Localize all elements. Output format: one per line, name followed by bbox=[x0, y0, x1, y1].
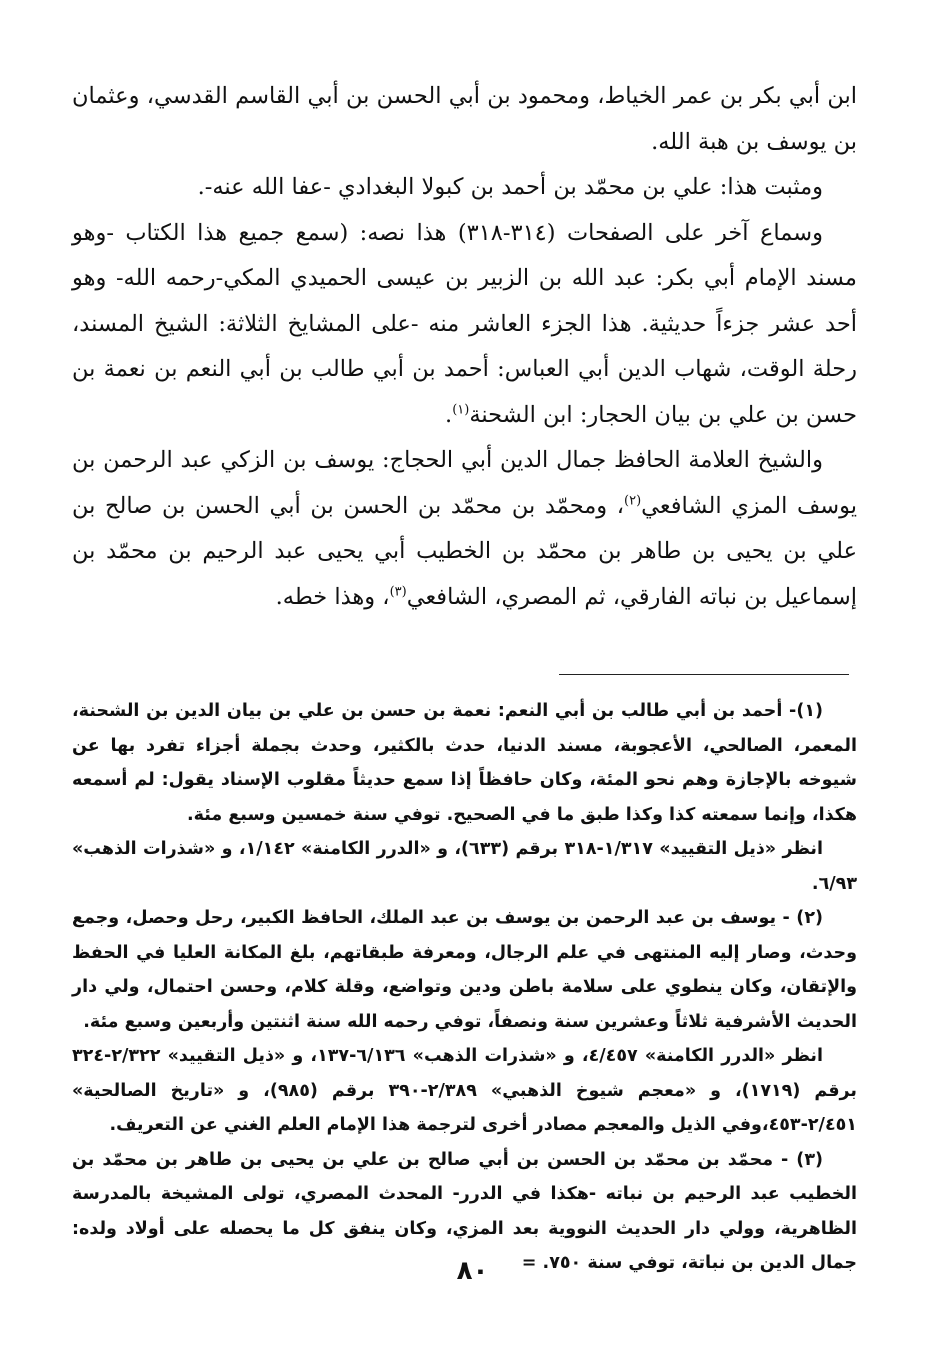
body-paragraph-4-part-a: والشيخ العلامة الحافظ جمال الدين أبي الحجاج: يوسف بن الزكي عبد الرحمن بن يوسف المزي الشافعي bbox=[72, 447, 857, 519]
footnote-2: (٢) - يوسف بن عبد الرحمن بن يوسف بن عبد الملك، الحافظ الكبير، رحل وحصل، وجمع وحدث، وصار إليه المنتهى في علم الرجال، ومعرفة طبقاتهم، بلغ المكانة العليا في الحفظ والإتقان، وكان ينطوي على سلامة باطن ودين وتواضع، وقلة كلام، وحسن احتمال، ولي دار الحديث الأشرفية ثلاثاً وعشرين سنة ونصفاً، توفي رحمه الله سنة اثنتين وأربعين وسبع مئة. bbox=[72, 908, 857, 1032]
body-paragraph-3 bbox=[72, 211, 857, 439]
footnote-ref-1: (١) bbox=[452, 402, 470, 417]
footnote-1: (١)- أحمد بن أبي طالب بن أبي النعم: نعمة بن حسن بن علي بن بيان الدين بن الشحنة، المعمر، الصالحي، الأعجوبة، مسند الدنيا، حدث بالكثير، وحدث بجملة أجزاء تفرد بها عن شيوخه بالإجازة وهم نحو المئة، وكان حافظاً إذا سمع حديثاً مقلوب الإسناد يقول: لم أسمعه هكذا، وإنما سمعته كذا وكذا طبق ما في الصحيح. توفي سنة خمسين وسبع مئة. bbox=[72, 701, 857, 825]
footnotes bbox=[72, 694, 857, 1281]
body-paragraph-4-part-b: ، ومحمّد بن محمّد بن الحسن بن أبي الحسن بن صالح بن علي بن يحيى بن طاهر بن محمّد بن الخطيب أبي يحيى عبد الرحيم بن محمّد بن إسماعيل بن نباته الفارقي، ثم المصري، الشافعي bbox=[72, 492, 857, 610]
body-paragraph-4-part-c: ، وهذا خطه. bbox=[275, 583, 390, 610]
body-paragraph-3-text: وسماع آخر على الصفحات (٣١٤-٣١٨) هذا نصه: (سمع جميع هذا الكتاب -وهو مسند الإمام أبي بكر: عبد الله بن الزبير بن عيسى الحميدي المكي-رحمه الله- وهو أحد عشر جزءاً حديثية. هذا الجزء العاشر منه -على المشايخ الثلاثة: الشيخ المسند، رحلة الوقت، شهاب الدين أبي العباس: أحمد بن أبي طالب بن أبي النعم بن نعمة بن حسن بن علي بن بيان الحجار: ابن الشحنة bbox=[72, 219, 857, 428]
page-number: ٨٠ bbox=[456, 1256, 489, 1286]
footnote-ref-3: (٣) bbox=[389, 584, 407, 599]
body-paragraph-1: ابن أبي بكر بن عمر الخياط، ومحمود بن أبي الحسن بن أبي القاسم القدسي، وعثمان بن يوسف بن هبة الله. bbox=[72, 83, 857, 155]
footnote-ref-2: (٢) bbox=[624, 493, 642, 508]
footnote-3: (٣) - محمّد بن محمّد بن الحسن بن أبي صالح بن علي بن يحيى بن طاهر بن محمّد بن الخطيب عبد الرحيم بن نباته -هكذا في الدرر- المحدث المصري، تولى المشيخة بالمدرسة الظاهرية، وولي دار الحديث النووية بعد المزي، وكان ينفق كل ما يحصله على أولاد ولده: جمال الدين بن نباتة، توفي سنة ٧٥٠. = bbox=[72, 1149, 857, 1273]
footnote-1-sources: انظر «ذيل التقييد» ١/٣١٧-٣١٨ برقم (٦٣٣)، و «الدرر الكامنة» ١/١٤٢، و «شذرات الذهب» ٦/٩٣. bbox=[72, 839, 857, 894]
body-paragraph-3-end: . bbox=[445, 401, 453, 428]
main-text bbox=[72, 74, 857, 620]
footnote-separator bbox=[559, 674, 849, 675]
body-paragraph-4 bbox=[72, 438, 857, 620]
body-paragraph-2: ومثبت هذا: علي بن محمّد بن أحمد بن كبولا البغدادي -عفا الله عنه-. bbox=[197, 174, 823, 200]
footnote-2-sources: انظر «الدرر الكامنة» ٤/٤٥٧، و «شذرات الذهب» ٦/١٣٦-١٣٧، و «ذيل التقييد» ٢/٣٢٢-٣٢٤ برقم (١٧١٩)، و «معجم شيوخ الذهبي» ٢/٣٨٩-٣٩٠ برقم (٩٨٥)، و «تاريخ الصالحية» ٢/٤٥١-٤٥٣،وفي الذيل والمعجم مصادر أخرى لترجمة هذا الإمام العلم الغني عن التعريف. bbox=[72, 1046, 857, 1135]
